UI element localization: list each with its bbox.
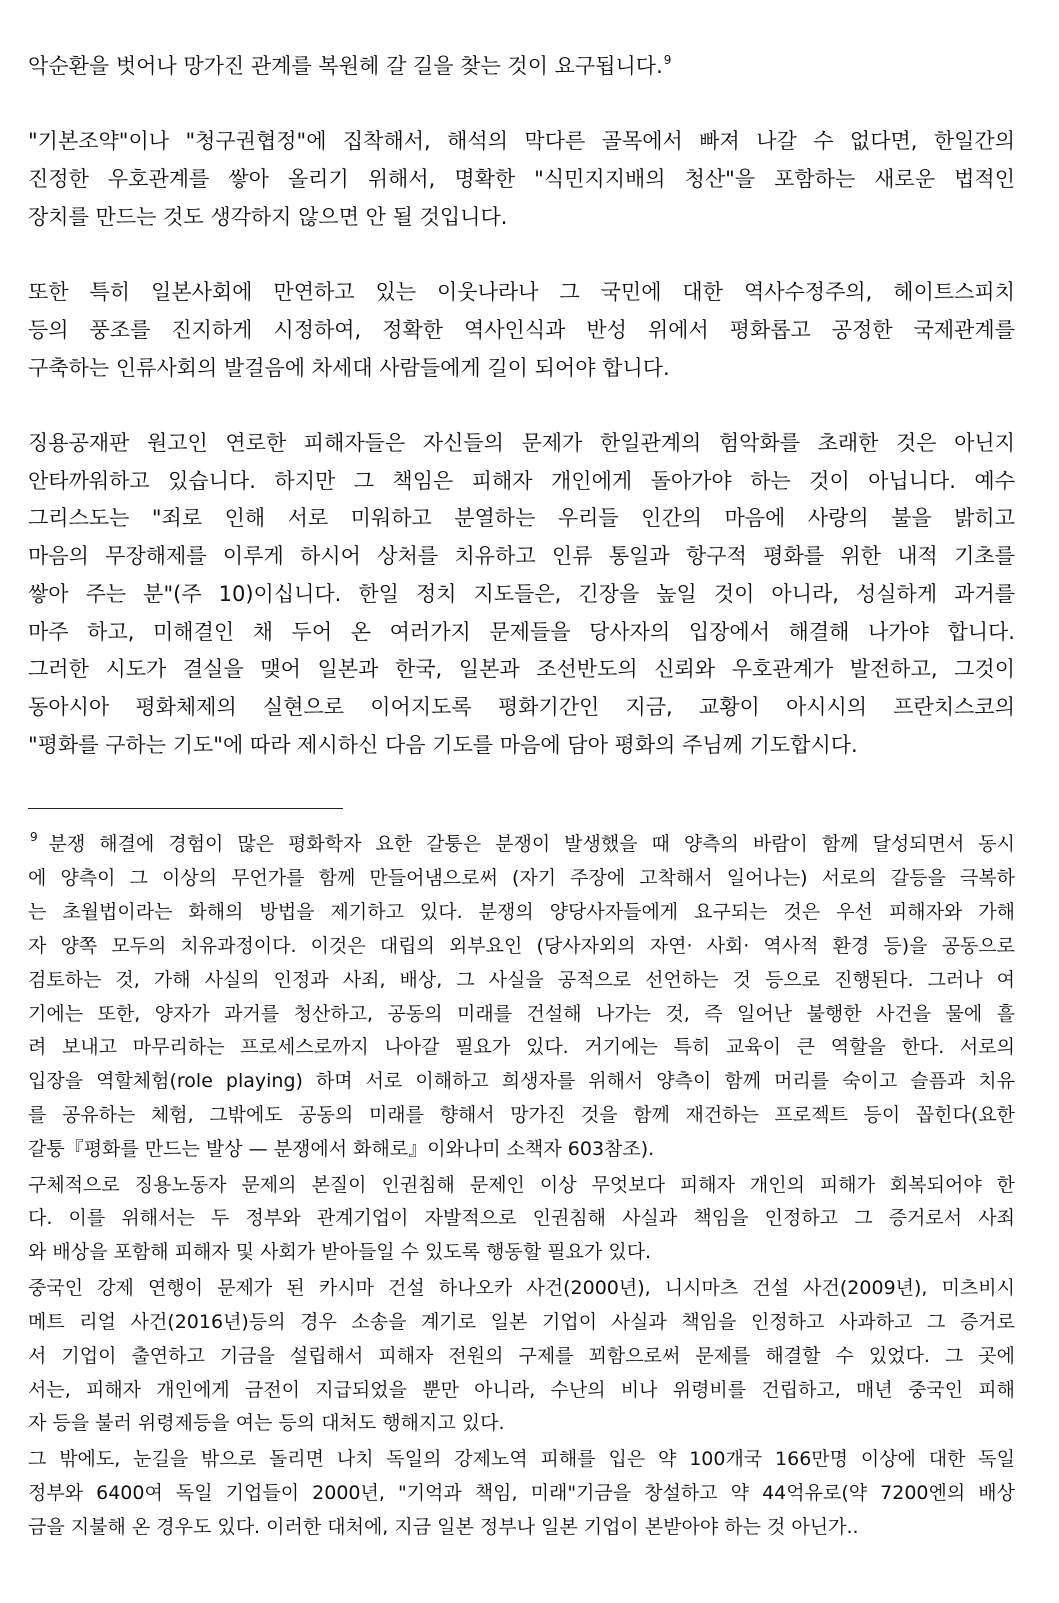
footnote-line: [28, 1306, 1015, 1340]
text-line-content: 장치를 만드는 것도 생각하지 않으면 안 될 것입니다.: [28, 204, 508, 229]
text-line: [28, 614, 1015, 652]
text-line-content: 진정한 우호관계를 쌓아 올리기 위해서, 명확한 "식민지지배의 청산"을 포함하는 새로운 법적인: [28, 167, 1015, 192]
text-line: [28, 651, 1015, 689]
footnote-line-content: 서 기업이 출연하고 기금을 설립해서 피해자 전원의 구제를 꾀함으로써 문제를 해결할 수 있었다. 그 곳에: [28, 1344, 1015, 1367]
footnote-line-content: 메트 리얼 사건(2016년)등의 경우 소송을 계기로 일본 기업이 사실과 책임을 인정하고 사과하고 그 증거로: [28, 1310, 1015, 1333]
footnote-line: [28, 1443, 1015, 1477]
text-line: [28, 199, 1015, 237]
footnote-line: [28, 896, 1015, 930]
text-line: [28, 123, 1015, 161]
footnote-line: [28, 1511, 1015, 1545]
body-paragraph: [28, 48, 1015, 86]
footnote-line: [28, 1374, 1015, 1408]
text-line-content: "기본조약"이나 "청구권협정"에 집착해서, 해석의 막다른 골목에서 빠져 나갈 수 없다면, 한일간의: [28, 129, 1015, 154]
footnote-line: [28, 1407, 1015, 1441]
text-line-content: 마음의 무장해제를 이루게 하시어 상처를 치유하고 인류 통일과 항구적 평화를 위한 내적 기초를: [28, 544, 1015, 569]
text-line-content: 마주 하고, 미해결인 채 두어 온 여러가지 문제들을 당사자의 입장에서 해결해 나가야 합니다.: [28, 619, 1015, 644]
footnote-line: [28, 930, 1015, 964]
footnote-line: [28, 1169, 1015, 1203]
text-line: [28, 274, 1015, 312]
footnote-line-content: 중국인 강제 연행이 문제가 된 카시마 건설 하나오카 사건(2000년), 니시마츠 건설 사건(2009년), 미츠비시: [28, 1276, 1015, 1299]
footnote-line: [28, 1133, 1015, 1167]
footnote-paragraph: [28, 1443, 1015, 1545]
footnote-line-content: 입장을 역할체험(role playing) 하며 서로 이해하고 희생자를 위해서 양측이 함께 머리를 숙이고 슬픔과 치유: [28, 1070, 1015, 1093]
footnote-line-content: 검토하는 것, 가해 사실의 인정과 사죄, 배상, 그 사실을 공적으로 선언하는 것 등으로 진행된다. 그러나 여: [28, 968, 1015, 991]
text-line-content: 징용공재판 원고인 연로한 피해자들은 자신들의 문제가 한일관계의 험악화를 초래한 것은 아닌지: [28, 430, 1015, 455]
text-line: [28, 538, 1015, 576]
footnote-line: [28, 1272, 1015, 1306]
footnote-line-content: 는 초월법이라는 화해의 방법을 제기하고 있다. 분쟁의 양당사자들에게 요구되는 것은 우선 피해자와 가해: [28, 900, 1015, 923]
footnote-line-content: 에 양측이 그 이상의 무언가를 함께 만들어냄으로써 (자기 주장에 고착해서 일어나는) 서로의 갈등을 극복하: [28, 866, 1015, 889]
footnote-line: [28, 1340, 1015, 1374]
text-line: [28, 727, 1015, 765]
text-line-content: 구축하는 인류사회의 발걸음에 차세대 사람들에게 길이 되어야 합니다.: [28, 355, 670, 380]
text-line: [28, 689, 1015, 727]
text-line-content: 그리스도는 "죄로 인해 서로 미워하고 분열하는 우리들 인간의 마음에 사랑의 불을 밝히고: [28, 506, 1015, 531]
footnote-marker: 9: [30, 830, 38, 844]
text-line: [28, 576, 1015, 614]
footnote-line: [28, 828, 1015, 862]
text-line-content: 또한 특히 일본사회에 만연하고 있는 이웃나라나 그 국민에 대한 역사수정주의, 헤이트스피치: [28, 280, 1015, 305]
text-line: [28, 350, 1015, 388]
footnote-line-content: 자 등을 불러 위령제등을 여는 등의 대처도 행해지고 있다.: [28, 1412, 505, 1435]
footnote-line-content: 다. 이를 위해서는 두 정부와 관계기업이 자발적으로 인권침해 사실과 책임을 인정하고 그 증거로서 사죄: [28, 1207, 1015, 1230]
text-line-content: 안타까워하고 있습니다. 하지만 그 책임은 피해자 개인에게 돌아가야 하는 것이 아닙니다. 예수: [28, 468, 1015, 493]
footnote-line-content: 갈퉁『평화를 만드는 발상 — 분쟁에서 화해로』이와나미 소책자 603참조).: [28, 1138, 655, 1161]
footnote-line-content: 려 보내고 마무리하는 프로세스로까지 나아갈 필요가 있다. 거기에는 특히 교육이 큰 역할을 한다. 서로의: [28, 1036, 1015, 1059]
footnote-line-content: 분쟁 해결에 경험이 많은 평화학자 요한 갈퉁은 분쟁이 발생했을 때 양측의 바람이 함께 달성되면서 동시: [48, 833, 1015, 855]
footnote-line-content: 그 밖에도, 눈길을 밖으로 돌리면 나치 독일의 강제노역 피해를 입은 약 100개국 166만명 이상에 대한 독일: [28, 1447, 1015, 1470]
text-line: [28, 500, 1015, 538]
footnote-line: [28, 1236, 1015, 1270]
footnote-line-content: 와 배상을 포함해 피해자 및 사회가 받아들일 수 있도록 행동할 필요가 있다.: [28, 1241, 652, 1264]
body-paragraph: [28, 123, 1015, 236]
text-line-content: 그러한 시도가 결실을 맺어 일본과 한국, 일본과 조선반도의 신뢰와 우호관계가 발전하고, 그것이: [28, 657, 1015, 682]
body-paragraph: [28, 425, 1015, 764]
text-line: [28, 48, 1015, 86]
footnote-line-content: 서는, 피해자 개인에게 금전이 지급되었을 뿐만 아니라, 수난의 비나 위령비를 건립하고, 매년 중국인 피해: [28, 1378, 1015, 1401]
text-line-content: 등의 풍조를 진지하게 시정하여, 정확한 역사인식과 반성 위에서 평화롭고 공정한 국제관계를: [28, 317, 1015, 342]
footnote-line: [28, 1065, 1015, 1099]
footnote-line-content: 기에는 또한, 양자가 과거를 청산하고, 공동의 미래를 건설해 나가는 것, 즉 일어난 불행한 사건을 물에 흘: [28, 1002, 1015, 1025]
footnote-line: [28, 862, 1015, 896]
footnote-line-content: 구체적으로 징용노동자 문제의 본질이 인권침해 문제인 이상 무엇보다 피해자 개인의 피해가 회복되어야 한: [28, 1173, 1015, 1196]
text-line: [28, 161, 1015, 199]
text-line-content: 쌓아 주는 분"(주 10)이십니다. 한일 정치 지도들은, 긴장을 높일 것이 아니라, 성실하게 과거를: [28, 581, 1015, 606]
footnote-line: [28, 1477, 1015, 1511]
footnote-line-content: 정부와 6400여 독일 기업들이 2000년, "기억과 책임, 미래"기금을 창설하고 약 44억유로(약 7200엔의 배상: [28, 1481, 1015, 1504]
footnote-paragraph: [28, 1272, 1015, 1442]
footnote-line: [28, 1099, 1015, 1133]
footnote-line: [28, 1202, 1015, 1236]
text-line: [28, 425, 1015, 463]
text-line: [28, 463, 1015, 501]
footnote-line: [28, 964, 1015, 998]
footnote-paragraph: [28, 1169, 1015, 1271]
footnote-line-content: 금을 지불해 온 경우도 있다. 이러한 대처에, 지금 일본 정부나 일본 기업이 본받아야 하는 것 아닌가..: [28, 1515, 859, 1538]
footnote-line-content: 를 공유하는 체험, 그밖에도 공동의 미래를 향해서 망가진 것을 함께 재건하는 프로젝트 등이 꼽힌다(요한: [28, 1104, 1015, 1127]
document-body: [28, 48, 1015, 764]
footnote-line: [28, 1031, 1015, 1065]
footnote-line: [28, 998, 1015, 1032]
text-line: [28, 312, 1015, 350]
text-line-content: "평화를 구하는 기도"에 따라 제시하신 다음 기도를 마음에 담아 평화의 주님께 기도합시다.: [28, 732, 858, 757]
footnote-line-content: 자 양쪽 모두의 치유과정이다. 이것은 대립의 외부요인 (당사자외의 자연· 사회· 역사적 환경 등)을 공동으로: [28, 934, 1015, 957]
text-line-content: 동아시아 평화체제의 실현으로 이어지도록 평화기간인 지금, 교황이 아시시의 프란치스코의: [28, 694, 1015, 719]
footnote-paragraph: [28, 828, 1015, 1167]
text-line-content: 악순환을 벗어나 망가진 관계를 복원헤 갈 길을 찾는 것이 요구됩니다.: [28, 54, 663, 78]
body-paragraph: [28, 274, 1015, 387]
footnote-reference: 9: [663, 53, 672, 67]
footnote-separator: [28, 808, 343, 809]
footnotes: [28, 828, 1015, 1545]
